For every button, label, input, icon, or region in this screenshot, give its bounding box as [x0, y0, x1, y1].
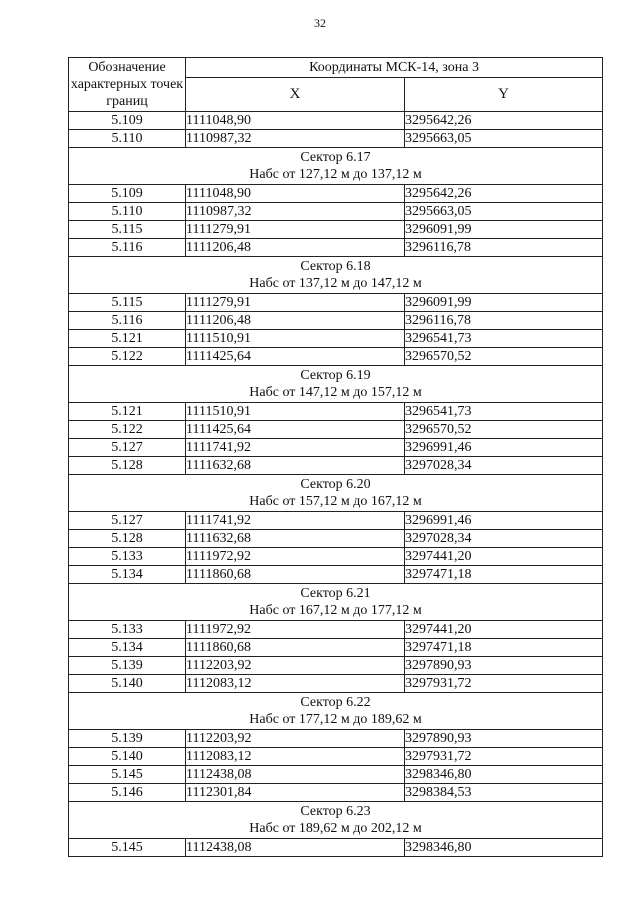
table-row: [69, 839, 603, 857]
x-coordinate-cell: 1111510,91: [186, 330, 405, 348]
sector-cell: [69, 584, 603, 621]
coordinates-table: [68, 57, 603, 857]
table-row: [69, 130, 603, 148]
y-coordinate-cell: 3296116,78: [405, 312, 603, 330]
y-coordinate-cell: 3295663,05: [405, 130, 603, 148]
y-coordinate-cell: 3297028,34: [405, 457, 603, 475]
x-coordinate-cell: 1112083,12: [186, 748, 405, 766]
point-id-cell: 5.145: [69, 766, 186, 784]
x-coordinate-cell: 1111206,48: [186, 239, 405, 257]
x-coordinate-cell: 1111279,91: [186, 221, 405, 239]
sector-cell: [69, 802, 603, 839]
table-row: [69, 439, 603, 457]
table-row: [69, 457, 603, 475]
header-y: Y: [405, 78, 603, 112]
x-coordinate-cell: 1110987,32: [186, 130, 405, 148]
point-id-cell: 5.122: [69, 421, 186, 439]
sector-title: Сектор 6.21: [300, 586, 371, 601]
table-row: [69, 766, 603, 784]
table-body: [69, 112, 603, 857]
point-id-cell: 5.115: [69, 294, 186, 312]
point-id-cell: 5.116: [69, 312, 186, 330]
table-row: [69, 639, 603, 657]
sector-height-range: Набс от 189,62 м до 202,12 м: [249, 821, 422, 836]
sector-height-range: Набс от 137,12 м до 147,12 м: [249, 276, 422, 291]
x-coordinate-cell: 1111972,92: [186, 621, 405, 639]
sector-title: Сектор 6.19: [300, 368, 371, 383]
x-coordinate-cell: 1112301,84: [186, 784, 405, 802]
sector-title: Сектор 6.23: [300, 804, 371, 819]
y-coordinate-cell: 3295663,05: [405, 203, 603, 221]
table-header: [69, 58, 603, 112]
point-id-cell: 5.140: [69, 748, 186, 766]
header-x: X: [186, 78, 405, 112]
y-coordinate-cell: 3297441,20: [405, 548, 603, 566]
y-coordinate-cell: 3296091,99: [405, 221, 603, 239]
table-row: [69, 312, 603, 330]
y-coordinate-cell: 3295642,26: [405, 112, 603, 130]
x-coordinate-cell: 1111632,68: [186, 457, 405, 475]
table-row: [69, 530, 603, 548]
point-id-cell: 5.145: [69, 839, 186, 857]
table-row: [69, 112, 603, 130]
sector-cell: [69, 366, 603, 403]
y-coordinate-cell: 3296091,99: [405, 294, 603, 312]
y-coordinate-cell: 3298346,80: [405, 766, 603, 784]
sector-row: [69, 148, 603, 185]
page-number: 32: [314, 16, 326, 30]
point-id-cell: 5.116: [69, 239, 186, 257]
point-id-cell: 5.140: [69, 675, 186, 693]
y-coordinate-cell: 3298384,53: [405, 784, 603, 802]
table-row: [69, 748, 603, 766]
table-row: [69, 566, 603, 584]
point-id-cell: 5.115: [69, 221, 186, 239]
sector-cell: [69, 475, 603, 512]
point-id-cell: 5.139: [69, 730, 186, 748]
y-coordinate-cell: 3296116,78: [405, 239, 603, 257]
x-coordinate-cell: 1111048,90: [186, 112, 405, 130]
y-coordinate-cell: 3297471,18: [405, 566, 603, 584]
sector-cell: [69, 257, 603, 294]
table-row: [69, 239, 603, 257]
header-point-designation: Обозначение характерных точек границ: [69, 58, 186, 112]
table-row: [69, 185, 603, 203]
point-id-cell: 5.127: [69, 439, 186, 457]
point-id-cell: 5.122: [69, 348, 186, 366]
table-row: [69, 221, 603, 239]
sector-height-range: Набс от 167,12 м до 177,12 м: [249, 603, 422, 618]
sector-row: [69, 584, 603, 621]
sector-title: Сектор 6.17: [300, 150, 371, 165]
sector-height-range: Набс от 147,12 м до 157,12 м: [249, 385, 422, 400]
point-id-cell: 5.109: [69, 112, 186, 130]
point-id-cell: 5.121: [69, 403, 186, 421]
table-row: [69, 621, 603, 639]
sector-row: [69, 475, 603, 512]
y-coordinate-cell: 3297931,72: [405, 748, 603, 766]
y-coordinate-cell: 3296991,46: [405, 439, 603, 457]
table-row: [69, 294, 603, 312]
point-id-cell: 5.134: [69, 566, 186, 584]
x-coordinate-cell: 1112203,92: [186, 730, 405, 748]
x-coordinate-cell: 1111206,48: [186, 312, 405, 330]
x-coordinate-cell: 1111048,90: [186, 185, 405, 203]
y-coordinate-cell: 3297028,34: [405, 530, 603, 548]
y-coordinate-cell: 3296570,52: [405, 421, 603, 439]
table-row: [69, 330, 603, 348]
sector-height-range: Набс от 127,12 м до 137,12 м: [249, 167, 422, 182]
sector-title: Сектор 6.20: [300, 477, 371, 492]
sector-height-range: Набс от 157,12 м до 167,12 м: [249, 494, 422, 509]
sector-row: [69, 693, 603, 730]
y-coordinate-cell: 3297931,72: [405, 675, 603, 693]
y-coordinate-cell: 3298346,80: [405, 839, 603, 857]
point-id-cell: 5.128: [69, 457, 186, 475]
x-coordinate-cell: 1112438,08: [186, 766, 405, 784]
x-coordinate-cell: 1111632,68: [186, 530, 405, 548]
x-coordinate-cell: 1111425,64: [186, 421, 405, 439]
x-coordinate-cell: 1112203,92: [186, 657, 405, 675]
table-row: [69, 784, 603, 802]
point-id-cell: 5.128: [69, 530, 186, 548]
point-id-cell: 5.110: [69, 203, 186, 221]
x-coordinate-cell: 1111510,91: [186, 403, 405, 421]
header-coordinate-system: Координаты МСК-14, зона 3: [186, 58, 603, 78]
sector-title: Сектор 6.22: [300, 695, 371, 710]
sector-row: [69, 802, 603, 839]
x-coordinate-cell: 1112438,08: [186, 839, 405, 857]
table-row: [69, 348, 603, 366]
y-coordinate-cell: 3295642,26: [405, 185, 603, 203]
table-row: [69, 657, 603, 675]
point-id-cell: 5.139: [69, 657, 186, 675]
point-id-cell: 5.133: [69, 548, 186, 566]
y-coordinate-cell: 3297441,20: [405, 621, 603, 639]
x-coordinate-cell: 1110987,32: [186, 203, 405, 221]
y-coordinate-cell: 3296541,73: [405, 403, 603, 421]
x-coordinate-cell: 1111425,64: [186, 348, 405, 366]
y-coordinate-cell: 3297471,18: [405, 639, 603, 657]
table-row: [69, 675, 603, 693]
x-coordinate-cell: 1111860,68: [186, 639, 405, 657]
y-coordinate-cell: 3296991,46: [405, 512, 603, 530]
x-coordinate-cell: 1112083,12: [186, 675, 405, 693]
point-id-cell: 5.109: [69, 185, 186, 203]
x-coordinate-cell: 1111741,92: [186, 439, 405, 457]
point-id-cell: 5.134: [69, 639, 186, 657]
point-id-cell: 5.110: [69, 130, 186, 148]
x-coordinate-cell: 1111279,91: [186, 294, 405, 312]
x-coordinate-cell: 1111972,92: [186, 548, 405, 566]
sector-title: Сектор 6.18: [300, 259, 371, 274]
point-id-cell: 5.127: [69, 512, 186, 530]
sector-height-range: Набс от 177,12 м до 189,62 м: [249, 712, 422, 727]
y-coordinate-cell: 3296541,73: [405, 330, 603, 348]
point-id-cell: 5.133: [69, 621, 186, 639]
sector-row: [69, 257, 603, 294]
y-coordinate-cell: 3296570,52: [405, 348, 603, 366]
table-row: [69, 403, 603, 421]
table-row: [69, 548, 603, 566]
point-id-cell: 5.121: [69, 330, 186, 348]
point-id-cell: 5.146: [69, 784, 186, 802]
table-row: [69, 421, 603, 439]
x-coordinate-cell: 1111741,92: [186, 512, 405, 530]
y-coordinate-cell: 3297890,93: [405, 657, 603, 675]
sector-cell: [69, 693, 603, 730]
table-row: [69, 512, 603, 530]
sector-row: [69, 366, 603, 403]
x-coordinate-cell: 1111860,68: [186, 566, 405, 584]
sector-cell: [69, 148, 603, 185]
y-coordinate-cell: 3297890,93: [405, 730, 603, 748]
table-row: [69, 730, 603, 748]
table-row: [69, 203, 603, 221]
